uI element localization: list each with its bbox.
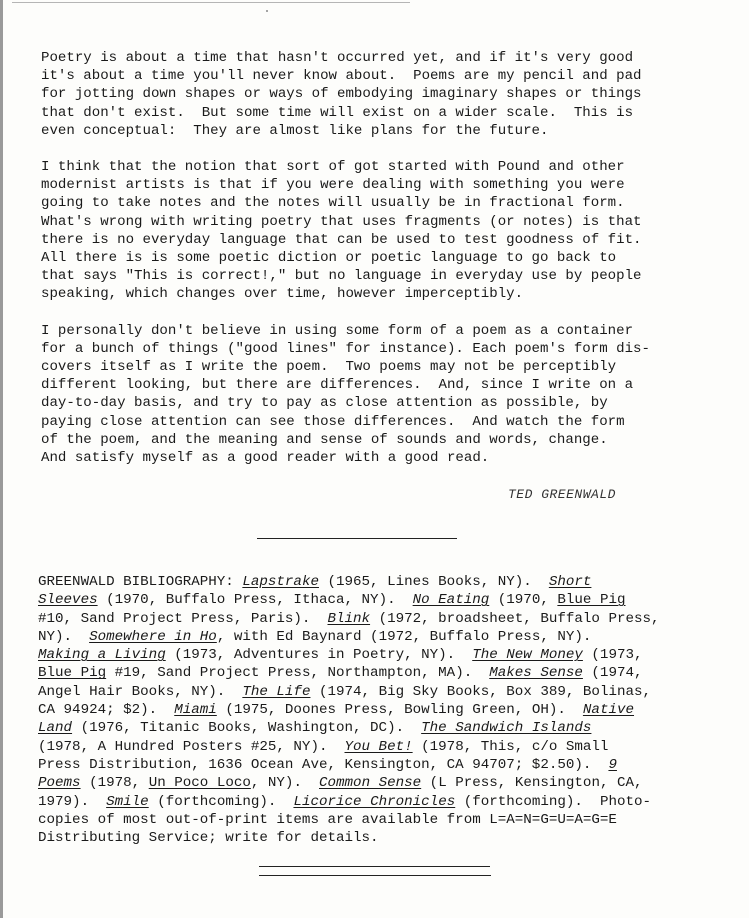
bibliography-text: Angel Hair Books, NY). <box>38 683 243 700</box>
bibliography-text: (1974, Big Sky Books, Box 389, Bolinas, <box>310 683 652 700</box>
bibliography-text: (1973, <box>582 647 643 664</box>
bibliography-text: (1975, Doones Press, Bowling Green, OH). <box>216 702 583 719</box>
author-signature: TED GREENWALD <box>508 487 616 502</box>
bibliography-text: CA 94924; $2). <box>38 702 175 719</box>
book-title: You Bet! <box>344 738 413 755</box>
bibliography-text: (1973, Adventures in Poetry, NY). <box>165 647 473 664</box>
top-rule <box>12 2 410 3</box>
bibliography-text: GREENWALD BIBLIOGRAPHY: <box>38 574 243 590</box>
bibliography-text: (1970, Buffalo Press, Ithaca, NY). <box>97 592 413 609</box>
bibliography-line <box>38 573 743 591</box>
end-divider-2 <box>259 875 491 876</box>
bibliography-text: 1979). <box>38 793 107 810</box>
book-title: Short <box>548 574 592 590</box>
bibliography-text: #10, Sand Project Press, Paris). <box>38 610 328 627</box>
book-title: The Life <box>242 683 311 700</box>
underlined-text: Un Poco Loco <box>148 775 251 792</box>
bibliography-text: (1970, <box>489 592 558 609</box>
book-title: The New Money <box>472 647 583 664</box>
bibliography-text: (1978, <box>80 775 149 792</box>
bibliography-text: , with Ed Baynard (1972, Buffalo Press, NY). <box>216 628 592 645</box>
underlined-text: Blue Pig <box>557 592 626 609</box>
book-title: The Sandwich Islands <box>421 720 592 737</box>
bibliography-text: (forthcoming). <box>148 793 294 810</box>
book-title: 9 <box>608 756 617 773</box>
bibliography-text: #19, Sand Project Press, Northampton, MA). <box>106 665 490 682</box>
essay-paragraph-3: I personally don't believe in using some form of a poem as a container for a bunch of things ("good lines" for instance). Each poem's form dis- covers itself as I write the poem. Two poems may not be perceptibly different looking, but there are differences. And, since I write on a day-to-day basis, and try to pay as close attention as possible, by paying close attention can see those differences. And watch the form of the poem, and the meaning and sense of sounds and words, change. And satisfy myself as a good reader with a good read. <box>41 322 650 467</box>
bibliography-line <box>38 719 743 737</box>
book-title: Sleeves <box>38 592 98 609</box>
book-title: Smile <box>106 793 149 810</box>
bibliography-text: (1974, <box>582 665 643 682</box>
book-title: No Eating <box>412 592 490 609</box>
bibliography-text: (L Press, Kensington, CA, <box>421 775 643 792</box>
essay-paragraph-2: I think that the notion that sort of got started with Pound and other modernist artists is that if you were dealing with something you were going to take notes and the notes will usually be in fractional form. What's wrong with writing poetry that uses fragments (or notes) is that there is no everyday language that can be used to test goodness of fit. All there is is some poetic diction or poetic language to go back to that says "This is correct!," but no language in everyday use by people speaking, which changes over time, however imperceptibly. <box>41 159 642 303</box>
book-title: Licorice Chronicles <box>293 793 456 810</box>
book-title: Blink <box>327 610 371 627</box>
bibliography-line <box>38 591 743 609</box>
bibliography-line <box>38 628 743 646</box>
section-divider <box>257 538 457 539</box>
bibliography-text: (1972, broadsheet, Buffalo Press, <box>370 610 660 627</box>
book-title: Lapstrake <box>242 574 319 590</box>
bibliography-text: , NY). <box>250 775 319 792</box>
bibliography-text: (forthcoming). Photo- <box>455 793 652 810</box>
bibliography-text: copies of most out-of-print items are available from L=A=N=G=U=A=G=E <box>38 811 617 828</box>
bibliography-text: (1976, Titanic Books, Washington, DC). <box>72 720 422 737</box>
book-title: Making a Living <box>38 647 166 664</box>
underlined-text: Blue Pig <box>38 665 107 682</box>
bibliography-text: (1965, Lines Books, NY). <box>318 574 549 590</box>
book-title: Native <box>582 702 635 719</box>
bibliography <box>38 573 743 847</box>
bibliography-line <box>38 683 743 701</box>
bibliography-text: Distributing Service; write for details. <box>38 830 379 847</box>
bibliography-line <box>38 738 743 756</box>
book-title: Common Sense <box>319 775 422 792</box>
bibliography-text: (1978, A Hundred Posters #25, NY). <box>38 738 345 755</box>
bibliography-line <box>38 774 743 792</box>
end-divider-1 <box>259 866 490 867</box>
page-left-edge-shadow <box>0 0 3 918</box>
bibliography-line <box>38 664 743 682</box>
book-title: Land <box>38 720 73 737</box>
bibliography-line <box>38 829 743 847</box>
bibliography-text: (1978, This, c/o Small <box>412 738 609 755</box>
bibliography-line <box>38 811 743 829</box>
bibliography-text: NY). <box>38 628 90 645</box>
bibliography-line <box>38 646 743 664</box>
bibliography-line <box>38 610 743 628</box>
bibliography-line <box>38 756 743 774</box>
bibliography-line <box>38 701 743 719</box>
book-title: Makes Sense <box>489 665 583 682</box>
book-title: Somewhere in Ho <box>89 628 217 645</box>
bibliography-text: Press Distribution, 1636 Ocean Ave, Kensington, CA 94707; $2.50). <box>38 756 609 773</box>
book-title: Miami <box>174 702 217 719</box>
scan-speck <box>266 10 268 12</box>
bibliography-line <box>38 793 743 811</box>
essay-paragraph-1: Poetry is about a time that hasn't occurred yet, and if it's very good it's about a time you'll never know about. Poems are my pencil and pad for jotting down shapes or ways of embodying imaginary shapes or things that don't exist. But some time will exist on a wider scale. This is even conceptual: They are almost like plans for the future. <box>41 50 642 139</box>
book-title: Poems <box>38 775 81 792</box>
essay <box>41 49 741 485</box>
